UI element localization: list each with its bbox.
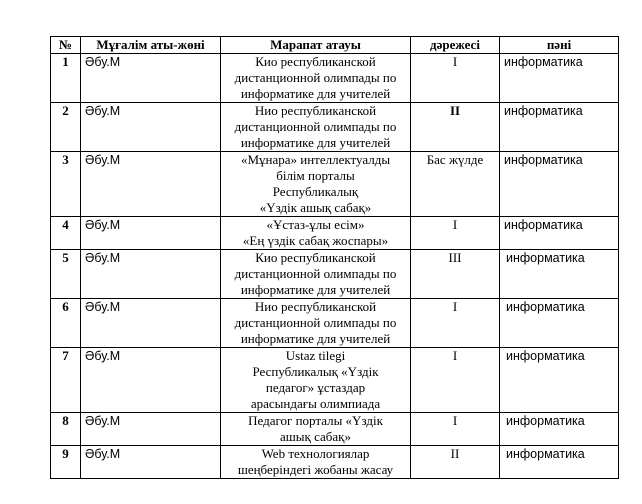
award-line: арасындағы олимпиада	[250, 396, 381, 411]
row-number: 4	[51, 217, 81, 250]
award-line: Республикалық «Үздік	[252, 364, 379, 379]
award-title	[221, 54, 411, 103]
award-line: педагог» ұстаздар	[265, 380, 366, 395]
header-degree: дәрежесі	[411, 37, 500, 54]
header-name: Мұғалім аты-жөні	[81, 37, 221, 54]
award-line: Кио республиканской	[255, 54, 376, 69]
award-line: дистанционной олимпады по	[234, 266, 397, 281]
award-title	[221, 152, 411, 217]
row-number: 9	[51, 446, 81, 479]
award-degree: I	[411, 348, 500, 413]
award-title	[221, 299, 411, 348]
row-number: 5	[51, 250, 81, 299]
table-row	[51, 217, 619, 250]
table-row	[51, 446, 619, 479]
subject: информатика	[500, 103, 619, 152]
table-row	[51, 54, 619, 103]
award-line: «Ұстаз-ұлы есім»	[266, 217, 365, 232]
teacher-name: Әбу.М	[81, 446, 221, 479]
award-line: ашық сабақ»	[280, 429, 351, 444]
subject: информатика	[500, 217, 619, 250]
award-line: «Үздік ашық сабақ»	[259, 200, 372, 215]
row-number: 8	[51, 413, 81, 446]
award-line: информатике для учителей	[240, 282, 391, 297]
subject: информатика	[500, 299, 619, 348]
award-line: Нио республиканской	[254, 299, 377, 314]
award-line: «Мұнара» интеллектуалды	[240, 152, 391, 167]
award-line: Кио республиканской	[255, 250, 376, 265]
award-line: Нио республиканской	[254, 103, 377, 118]
subject: информатика	[500, 250, 619, 299]
row-number: 6	[51, 299, 81, 348]
award-title	[221, 413, 411, 446]
teacher-name: Әбу.М	[81, 152, 221, 217]
subject: информатика	[500, 446, 619, 479]
award-degree: I	[411, 413, 500, 446]
award-title	[221, 446, 411, 479]
award-line: Республикалық	[272, 184, 359, 199]
teacher-name: Әбу.М	[81, 413, 221, 446]
table-row	[51, 413, 619, 446]
award-degree: II	[411, 446, 500, 479]
award-line: дистанционной олимпады по	[234, 315, 397, 330]
row-number: 3	[51, 152, 81, 217]
award-line: шеңберіндегі жобаны жасау	[237, 462, 394, 477]
teacher-name: Әбу.М	[81, 103, 221, 152]
award-degree: II	[411, 103, 500, 152]
award-degree: Бас жүлде	[411, 152, 500, 217]
header-row	[51, 37, 619, 54]
award-title	[221, 250, 411, 299]
table-row	[51, 299, 619, 348]
header-subject: пәні	[500, 37, 619, 54]
award-line: Педагог порталы «Үздік	[248, 413, 383, 428]
teacher-name: Әбу.М	[81, 348, 221, 413]
award-degree: I	[411, 217, 500, 250]
subject: информатика	[500, 348, 619, 413]
teacher-name: Әбу.М	[81, 54, 221, 103]
table-row	[51, 348, 619, 413]
row-number: 1	[51, 54, 81, 103]
award-line: дистанционной олимпады по	[234, 70, 397, 85]
award-line: «Ең үздік сабақ жоспары»	[242, 233, 389, 248]
award-line: Ustaz tilegi	[285, 348, 346, 363]
award-line: Web технологиялар	[261, 446, 370, 461]
award-title	[221, 103, 411, 152]
table-row	[51, 250, 619, 299]
subject: информатика	[500, 413, 619, 446]
table-row	[51, 103, 619, 152]
header-num: №	[51, 37, 81, 54]
award-line: білім порталы	[276, 168, 355, 183]
row-number: 7	[51, 348, 81, 413]
teacher-name: Әбу.М	[81, 250, 221, 299]
subject: информатика	[500, 54, 619, 103]
subject: информатика	[500, 152, 619, 217]
award-title	[221, 348, 411, 413]
award-line: информатике для учителей	[240, 331, 391, 346]
awards-table	[50, 36, 619, 479]
award-degree: III	[411, 250, 500, 299]
row-number: 2	[51, 103, 81, 152]
award-degree: I	[411, 299, 500, 348]
teacher-name: Әбу.М	[81, 217, 221, 250]
table-row	[51, 152, 619, 217]
award-line: дистанционной олимпады по	[234, 119, 397, 134]
header-award: Марапат атауы	[221, 37, 411, 54]
award-degree: I	[411, 54, 500, 103]
award-title	[221, 217, 411, 250]
teacher-name: Әбу.М	[81, 299, 221, 348]
award-line: информатике для учителей	[240, 86, 391, 101]
award-line: информатике для учителей	[240, 135, 391, 150]
